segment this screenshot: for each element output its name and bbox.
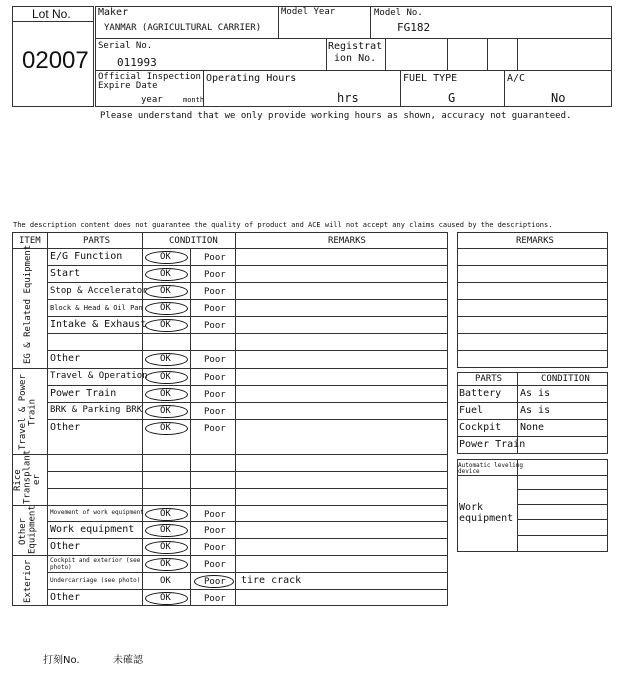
condition-circle-mark	[145, 508, 188, 521]
month-label: month	[183, 96, 205, 104]
condition-poor-text: Poor	[204, 287, 226, 297]
condition-poor-text: Poor	[204, 543, 226, 553]
model-year-label: Model Year	[281, 7, 336, 17]
condition-circle-mark	[145, 353, 188, 366]
condition-ok-text: OK	[160, 509, 171, 519]
right-part-fuel: Fuel	[459, 405, 484, 416]
condition-circle-mark	[145, 268, 188, 281]
condition-poor-text: Poor	[204, 355, 226, 365]
condition-ok-text: OK	[160, 354, 171, 364]
row-exterior-other: Other	[50, 592, 81, 603]
operating-hours-label: Operating Hours	[206, 73, 297, 84]
condition-circle-mark	[145, 388, 188, 401]
right-parts-header: PARTS	[475, 374, 503, 384]
condition-poor-text: Poor	[204, 526, 226, 536]
year-label: year	[141, 95, 163, 105]
right-part-power-train: Power Train	[459, 439, 526, 450]
condition-poor-text: Poor	[204, 594, 226, 604]
group-rice-line-2: Transplant	[22, 449, 33, 504]
row-undercarriage: Undercarriage (see photo)	[50, 577, 141, 584]
auto-leveling-label-2: device	[458, 468, 480, 475]
condition-ok-text: OK	[160, 576, 171, 586]
row-other-equip-other: Other	[50, 541, 81, 552]
condition-circle-mark	[145, 251, 188, 264]
condition-circle-mark	[145, 592, 188, 605]
condition-circle-mark	[145, 524, 188, 537]
condition-poor-text: Poor	[204, 510, 226, 520]
maker-value: YANMAR (AGRICULTURAL CARRIER)	[104, 23, 262, 33]
condition-circle-mark	[145, 541, 188, 554]
right-part-cockpit: Cockpit	[459, 422, 502, 433]
serial-value: 011993	[117, 56, 157, 69]
group-rice-line-3: er	[31, 474, 42, 486]
right-condition-battery: As is	[520, 388, 551, 399]
inspection-label-1: Official Inspection	[98, 72, 201, 82]
right-remarks-header: REMARKS	[516, 236, 554, 246]
lot-number: 02007	[22, 47, 89, 74]
registration-label-2: ion No.	[334, 53, 377, 64]
condition-ok-text: OK	[160, 372, 171, 382]
condition-poor-text: Poor	[204, 253, 226, 263]
right-part-battery: Battery	[459, 388, 502, 399]
row-block-head: Block & Head & Oil Pan	[50, 304, 143, 312]
row-travel-operation: Travel & Operation	[50, 371, 148, 381]
ac-value: No	[551, 91, 566, 105]
condition-poor-text: Poor	[204, 321, 226, 331]
condition-ok-text: OK	[160, 525, 171, 535]
condition-circle-mark	[145, 405, 188, 418]
condition-poor-text: Poor	[204, 424, 226, 434]
group-travel-line-2: Train	[27, 398, 38, 426]
condition-circle-mark	[145, 302, 188, 315]
condition-poor-text: Poor	[204, 373, 226, 383]
row-eg-other: Other	[50, 353, 81, 364]
group-other-line-2: Equipment	[27, 505, 38, 554]
condition-poor-text: Poor	[204, 560, 226, 570]
col-item-header: ITEM	[19, 236, 41, 246]
condition-circle-mark	[194, 575, 234, 588]
condition-ok-text: OK	[160, 252, 171, 262]
condition-ok-text: OK	[160, 559, 171, 569]
group-travel-line-1: Travel & Power	[18, 374, 28, 450]
fuel-type-value: G	[448, 91, 456, 105]
group-exterior: Exterior	[23, 559, 33, 603]
condition-poor-text: Poor	[204, 390, 226, 400]
condition-ok-text: OK	[160, 389, 171, 399]
stamp-no-label: 打刻No.	[43, 655, 80, 666]
condition-ok-text: OK	[160, 542, 171, 552]
condition-circle-mark	[145, 371, 188, 384]
row-cockpit-exterior-2: photo)	[50, 564, 72, 571]
row-power-train: Power Train	[50, 388, 117, 399]
hours-note: Please understand that we only provide working hours as shown, accuracy not guaranteed.	[100, 111, 572, 121]
col-condition-header: CONDITION	[169, 236, 218, 246]
group-other-line-1: Other	[18, 517, 28, 545]
condition-circle-mark	[145, 319, 188, 332]
maker-label: Maker	[98, 7, 129, 18]
registration-label-1: Registrat	[328, 41, 383, 52]
condition-ok-text: OK	[160, 269, 171, 279]
row-movement-work: Movement of work equipment	[50, 509, 144, 516]
condition-ok-text: OK	[160, 593, 171, 603]
condition-ok-text: OK	[160, 303, 171, 313]
condition-poor-text: Poor	[204, 407, 226, 417]
undercarriage-remark: tire crack	[241, 575, 302, 586]
group-travel	[19, 372, 38, 452]
model-no-value: FG182	[397, 21, 431, 34]
condition-ok-text: OK	[160, 286, 171, 296]
group-rice-line-1: Rice	[13, 469, 23, 491]
description-note: The description content does not guarantee the quality of product and ACE will not accept any claims caused by the descriptions.	[13, 221, 553, 229]
ac-label: A/C	[507, 73, 526, 84]
fuel-type-label: FUEL TYPE	[403, 73, 458, 84]
right-condition-cockpit: None	[520, 422, 545, 433]
condition-circle-mark	[145, 422, 188, 435]
condition-poor-text: Poor	[204, 270, 226, 280]
serial-label: Serial No.	[98, 41, 153, 51]
group-rice	[13, 449, 42, 504]
right-condition-fuel: As is	[520, 405, 551, 416]
group-other-equipment	[18, 505, 38, 554]
auto-leveling-label-1: Automatic leveling	[458, 462, 524, 469]
col-parts-header: PARTS	[83, 236, 111, 246]
row-brk-parking: BRK & Parking BRK	[50, 405, 143, 415]
lot-label: Lot No.	[32, 7, 71, 21]
group-eg: EG & Related Equipment	[23, 244, 33, 364]
condition-ok-text: OK	[160, 423, 171, 433]
work-equipment-label-2: equipment	[459, 513, 514, 524]
condition-poor-text: Poor	[204, 304, 226, 314]
condition-ok-text: OK	[160, 320, 171, 330]
condition-circle-mark	[145, 285, 188, 298]
col-remarks-header: REMARKS	[328, 236, 366, 246]
condition-poor-text: Poor	[204, 577, 226, 587]
hrs-label: hrs	[337, 91, 359, 105]
row-work-equipment: Work equipment	[50, 524, 135, 535]
row-start: Start	[50, 268, 81, 279]
work-equipment-label-1: Work	[459, 502, 484, 513]
unconfirmed-label: 未確認	[113, 655, 143, 666]
row-intake-exhaust: Intake & Exhaust	[50, 319, 147, 330]
condition-ok-text: OK	[160, 406, 171, 416]
row-travel-other: Other	[50, 422, 81, 433]
row-stop-accelerator: Stop & Accelerator	[50, 286, 148, 296]
right-condition-header: CONDITION	[541, 374, 590, 384]
condition-circle-mark	[145, 558, 188, 571]
model-no-label: Model No.	[374, 8, 423, 18]
inspection-label-2: Expire Date	[98, 81, 158, 91]
row-eg-function: E/G Function	[50, 251, 123, 262]
row-cockpit-exterior-1: Cockpit and exterior (see	[50, 557, 141, 564]
